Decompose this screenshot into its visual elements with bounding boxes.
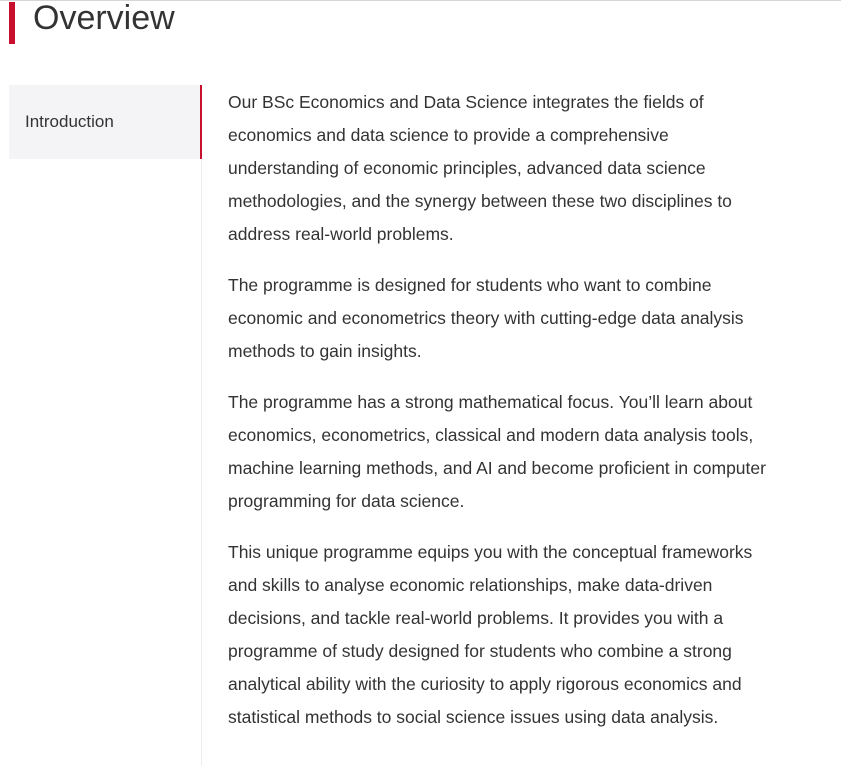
section-nav	[9, 85, 202, 159]
sidebar-item-introduction[interactable]	[9, 85, 202, 159]
content-divider	[201, 159, 202, 766]
focus-paragraph: The programme has a strong mathematical focus. You’ll learn about economics, econometrics, classical and modern data analysis tools, machine learning methods, and AI and become proficient in computer programming for data science.	[228, 392, 766, 511]
overview-content	[228, 86, 773, 752]
title-accent-bar	[9, 2, 15, 44]
page-title: Overview	[33, 0, 175, 37]
design-paragraph: The programme is designed for students who want to combine economic and econometrics theory with cutting-edge data analysis methods to gain insights.	[228, 275, 744, 361]
skills-paragraph: This unique programme equips you with the conceptual frameworks and skills to analyse economic relationships, make data-driven decisions, and tackle real-world problems. It provides you with a programme of study designed for students who combine a strong analytical ability with the curiosity to apply rigorous economics and statistical methods to social science issues using data analysis.	[228, 542, 753, 727]
sidebar-item-label: Introduction	[25, 112, 114, 131]
intro-paragraph: Our BSc Economics and Data Science integrates the fields of economics and data science to provide a comprehensive understanding of economic principles, advanced data science methodologies, and the synergy between these two disciplines to address real-world problems.	[228, 92, 732, 244]
